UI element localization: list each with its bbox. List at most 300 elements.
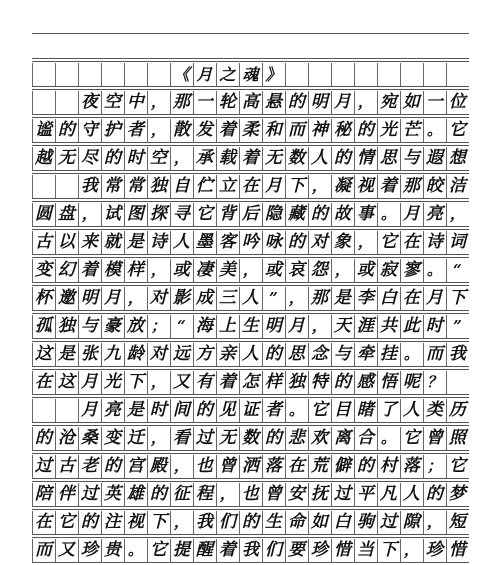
grid-divider: [423, 511, 424, 534]
grid-character: ，: [242, 261, 258, 279]
grid-divider: [55, 371, 56, 394]
grid-divider: [170, 539, 171, 562]
grid-rule: [32, 509, 469, 510]
grid-divider: [124, 147, 125, 170]
essay-grid-paper: [32, 0, 469, 565]
grid-divider: [331, 119, 332, 142]
grid-divider: [170, 91, 171, 114]
grid-divider: [55, 63, 56, 86]
grid-rule: [32, 86, 469, 87]
grid-divider: [285, 455, 286, 478]
grid-character: 悟: [379, 372, 397, 392]
grid-character: 的: [356, 120, 374, 140]
title-row: [32, 63, 469, 86]
grid-character: 之: [219, 64, 236, 84]
grid-character: 下: [448, 288, 466, 308]
grid-divider: [285, 539, 286, 562]
grid-divider: [400, 539, 401, 562]
grid-character: 立: [218, 176, 236, 196]
grid-character: 有: [195, 372, 213, 392]
grid-divider: [446, 315, 447, 338]
grid-divider: [377, 343, 378, 366]
grid-divider: [285, 203, 286, 226]
grid-rule: [32, 422, 469, 423]
grid-divider: [446, 203, 447, 226]
grid-character: 影: [172, 288, 190, 308]
grid-character: 醒: [195, 540, 213, 560]
grid-character: ，: [449, 205, 465, 223]
grid-divider: [331, 315, 332, 338]
grid-character: 它: [448, 456, 466, 476]
text-row: [32, 315, 469, 338]
grid-character: 在: [402, 232, 420, 252]
grid-character: 与: [80, 316, 98, 336]
grid-character: 而: [34, 540, 52, 560]
grid-divider: [147, 91, 148, 114]
grid-character: 诗: [425, 232, 443, 252]
grid-divider: [308, 287, 309, 310]
grid-divider: [377, 91, 378, 114]
grid-character: 见: [218, 400, 236, 420]
grid-character: 的: [356, 456, 374, 476]
grid-divider: [446, 119, 447, 142]
grid-divider: [124, 371, 125, 394]
grid-divider: [354, 371, 355, 394]
grid-divider: [32, 315, 33, 338]
grid-divider: [101, 315, 102, 338]
grid-divider: [147, 231, 148, 254]
grid-divider: [446, 175, 447, 198]
grid-character: 邀: [57, 288, 75, 308]
grid-divider: [101, 371, 102, 394]
grid-character: 柔: [241, 120, 259, 140]
grid-divider: [193, 315, 194, 338]
grid-divider: [55, 259, 56, 282]
grid-character: 轮: [218, 92, 236, 112]
grid-divider: [78, 427, 79, 450]
grid-divider: [285, 147, 286, 170]
text-row: [32, 119, 469, 142]
grid-divider: [170, 371, 171, 394]
grid-character: ？: [426, 373, 442, 391]
grid-character: [32, 175, 55, 198]
grid-divider: [377, 511, 378, 534]
grid-character: ，: [403, 541, 419, 559]
grid-divider: [101, 287, 102, 310]
grid-divider: [239, 287, 240, 310]
grid-divider: [354, 231, 355, 254]
grid-character: 是: [57, 344, 75, 364]
grid-divider: [78, 539, 79, 562]
grid-character: 而: [287, 120, 305, 140]
grid-character: 吟: [241, 232, 259, 252]
grid-rule: [32, 397, 469, 398]
grid-character: 是: [126, 232, 144, 252]
grid-character: 的: [333, 148, 351, 168]
grid-character: 驹: [356, 512, 374, 532]
grid-character: 伫: [195, 176, 213, 196]
grid-divider: [377, 315, 378, 338]
grid-character: [32, 63, 55, 86]
grid-character: 寻: [172, 204, 190, 224]
grid-divider: [147, 287, 148, 310]
grid-divider: [239, 427, 240, 450]
grid-character: 的: [333, 372, 351, 392]
grid-character: 人: [402, 484, 420, 504]
grid-character: 时: [149, 400, 167, 420]
grid-character: 古: [34, 232, 52, 252]
grid-character: 尽: [80, 148, 98, 168]
grid-divider: [446, 91, 447, 114]
grid-divider: [377, 287, 378, 310]
grid-character: [101, 63, 124, 86]
grid-divider: [308, 63, 309, 86]
grid-character: 此: [402, 316, 420, 336]
grid-divider: [55, 455, 56, 478]
grid-divider: [308, 175, 309, 198]
grid-character: “: [177, 317, 186, 335]
grid-divider: [32, 539, 33, 562]
grid-divider: [147, 399, 148, 422]
grid-divider: [308, 483, 309, 506]
grid-character: 过: [379, 512, 397, 532]
grid-character: 的: [34, 428, 52, 448]
grid-character: 成: [195, 288, 213, 308]
grid-character: 下: [126, 372, 144, 392]
grid-divider: [216, 175, 217, 198]
grid-character: ，: [173, 513, 189, 531]
grid-character: 在: [402, 288, 420, 308]
grid-rule: [32, 89, 469, 90]
grid-character: 僻: [333, 456, 351, 476]
grid-divider: [124, 483, 125, 506]
grid-divider: [400, 483, 401, 506]
grid-divider: [78, 203, 79, 226]
grid-divider: [239, 455, 240, 478]
grid-character: 那: [402, 176, 420, 196]
grid-divider: [262, 427, 263, 450]
grid-divider: [55, 119, 56, 142]
grid-character: 数: [241, 428, 259, 448]
grid-character: 珍: [80, 540, 98, 560]
grid-divider: [285, 91, 286, 114]
grid-character: 挂: [379, 344, 397, 364]
grid-divider: [216, 343, 217, 366]
grid-character: 无: [57, 148, 75, 168]
grid-divider: [400, 203, 401, 226]
grid-rule: [32, 173, 469, 174]
grid-character: 故: [333, 204, 351, 224]
grid-character: 它: [195, 204, 213, 224]
grid-rule: [32, 313, 469, 314]
grid-divider: [308, 119, 309, 142]
grid-character: ，: [127, 289, 143, 307]
text-row: [32, 343, 469, 366]
grid-divider: [377, 259, 378, 282]
grid-character: 它: [402, 428, 420, 448]
grid-divider: [354, 175, 355, 198]
grid-character: 睹: [356, 400, 374, 420]
grid-divider: [170, 231, 171, 254]
text-row: [32, 427, 469, 450]
grid-divider: [170, 175, 171, 198]
grid-divider: [331, 399, 332, 422]
grid-divider: [331, 427, 332, 450]
grid-divider: [262, 315, 263, 338]
grid-divider: [377, 203, 378, 226]
grid-character: [124, 63, 147, 86]
grid-character: ，: [150, 261, 166, 279]
grid-character: 它: [379, 232, 397, 252]
grid-character: 着: [241, 148, 259, 168]
grid-divider: [170, 455, 171, 478]
grid-divider: [354, 259, 355, 282]
grid-divider: [32, 63, 33, 86]
grid-divider: [285, 287, 286, 310]
grid-character: ，: [150, 429, 166, 447]
grid-divider: [354, 315, 355, 338]
grid-divider: [78, 287, 79, 310]
grid-divider: [216, 539, 217, 562]
grid-divider: [193, 175, 194, 198]
grid-divider: [354, 539, 355, 562]
grid-divider: [193, 259, 194, 282]
grid-divider: [101, 483, 102, 506]
grid-character: 中: [126, 92, 144, 112]
grid-divider: [101, 203, 102, 226]
grid-character: 这: [34, 344, 52, 364]
grid-divider: [423, 343, 424, 366]
grid-character: 怨: [310, 260, 328, 280]
grid-divider: [147, 371, 148, 394]
grid-character: 咏: [264, 232, 282, 252]
grid-divider: [147, 119, 148, 142]
grid-divider: [32, 343, 33, 366]
grid-divider: [55, 147, 56, 170]
grid-divider: [216, 259, 217, 282]
grid-divider: [193, 147, 194, 170]
grid-divider: [308, 203, 309, 226]
grid-character: 九: [103, 344, 121, 364]
grid-character: 亮: [425, 204, 443, 224]
grid-divider: [400, 91, 401, 114]
grid-divider: [101, 231, 102, 254]
grid-divider: [423, 63, 424, 86]
grid-character: 村: [379, 456, 397, 476]
grid-divider: [262, 231, 263, 254]
grid-character: 谧: [34, 120, 52, 140]
grid-divider: [124, 91, 125, 114]
text-row: [32, 399, 469, 422]
grid-divider: [239, 371, 240, 394]
grid-divider: [124, 343, 125, 366]
grid-divider: [32, 455, 33, 478]
grid-character: 词: [448, 232, 466, 252]
grid-character: 生: [264, 512, 282, 532]
grid-divider: [262, 63, 263, 86]
grid-character: ，: [357, 233, 373, 251]
grid-divider: [239, 483, 240, 506]
grid-character: 抚: [310, 484, 328, 504]
grid-character: 月: [425, 288, 443, 308]
grid-divider: [423, 483, 424, 506]
grid-character: 墨: [195, 232, 213, 252]
grid-character: 是: [333, 288, 351, 308]
grid-divider: [377, 539, 378, 562]
grid-divider: [124, 315, 125, 338]
grid-rule: [32, 534, 469, 535]
grid-character: 洒: [241, 456, 259, 476]
grid-divider: [262, 511, 263, 534]
grid-rule: [32, 33, 469, 34]
grid-divider: [193, 287, 194, 310]
grid-character: 无: [264, 148, 282, 168]
grid-character: 提: [172, 540, 190, 560]
grid-character: 无: [218, 428, 236, 448]
grid-character: 合: [356, 428, 374, 448]
grid-character: 月: [80, 400, 98, 420]
grid-character: 光: [379, 120, 397, 140]
grid-divider: [124, 511, 125, 534]
grid-rule: [32, 425, 469, 426]
grid-divider: [78, 91, 79, 114]
grid-divider: [101, 539, 102, 562]
grid-character: 在: [287, 456, 305, 476]
grid-divider: [377, 231, 378, 254]
grid-divider: [170, 119, 171, 142]
grid-divider: [239, 91, 240, 114]
grid-rule: [32, 229, 469, 230]
grid-divider: [239, 203, 240, 226]
grid-character: 呢: [402, 372, 420, 392]
grid-character: 情: [356, 148, 374, 168]
grid-character: 的: [241, 512, 259, 532]
grid-character: 着: [218, 120, 236, 140]
grid-character: 落: [264, 456, 282, 476]
grid-character: ，: [173, 457, 189, 475]
grid-divider: [55, 231, 56, 254]
grid-character: 凝: [333, 176, 351, 196]
grid-character: [55, 91, 78, 114]
grid-character: 客: [218, 232, 236, 252]
grid-character: 常: [103, 176, 121, 196]
grid-divider: [101, 119, 102, 142]
grid-divider: [423, 119, 424, 142]
grid-character: 明: [80, 288, 98, 308]
grid-rule: [32, 257, 469, 258]
grid-character: 样: [126, 260, 144, 280]
grid-character: 圆: [34, 204, 52, 224]
grid-character: 着: [379, 176, 397, 196]
grid-character: 怎: [241, 372, 259, 392]
grid-divider: [331, 287, 332, 310]
grid-character: 或: [172, 260, 190, 280]
grid-character: 变: [103, 428, 121, 448]
grid-character: 的: [103, 456, 121, 476]
grid-character: 牵: [356, 344, 374, 364]
grid-character: 三: [218, 288, 236, 308]
grid-divider: [331, 455, 332, 478]
grid-divider: [308, 91, 309, 114]
grid-divider: [446, 231, 447, 254]
grid-character: 数: [287, 148, 305, 168]
grid-divider: [354, 343, 355, 366]
grid-character: 又: [172, 372, 190, 392]
grid-character: 变: [34, 260, 52, 280]
grid-divider: [331, 511, 332, 534]
grid-divider: [147, 343, 148, 366]
grid-character: 。: [380, 429, 396, 447]
grid-divider: [216, 91, 217, 114]
grid-divider: [193, 231, 194, 254]
grid-character: 月: [287, 316, 305, 336]
grid-divider: [262, 119, 263, 142]
text-row: [32, 203, 469, 226]
grid-character: 。: [426, 261, 442, 279]
grid-divider: [147, 203, 148, 226]
grid-divider: [101, 427, 102, 450]
grid-divider: [193, 427, 194, 450]
text-row: [32, 287, 469, 310]
grid-rule: [32, 61, 469, 62]
grid-divider: [78, 259, 79, 282]
grid-character: 也: [241, 484, 259, 504]
grid-character: 诗: [149, 232, 167, 252]
grid-character: 它: [448, 120, 466, 140]
grid-divider: [423, 203, 424, 226]
grid-character: 们: [264, 540, 282, 560]
grid-divider: [262, 91, 263, 114]
grid-character: 。: [403, 345, 419, 363]
grid-rule: [32, 341, 469, 342]
grid-character: 遐: [425, 148, 443, 168]
grid-divider: [239, 343, 240, 366]
grid-character: [32, 91, 55, 114]
grid-character: 思: [379, 148, 397, 168]
grid-divider: [124, 119, 125, 142]
grid-character: 命: [287, 512, 305, 532]
text-row: [32, 91, 469, 114]
grid-divider: [377, 175, 378, 198]
grid-rule: [32, 254, 469, 255]
grid-character: 珍: [425, 540, 443, 560]
grid-divider: [170, 63, 171, 86]
grid-character: 方: [195, 344, 213, 364]
grid-rule: [32, 366, 469, 367]
grid-divider: [377, 63, 378, 86]
grid-divider: [285, 427, 286, 450]
grid-divider: [446, 147, 447, 170]
grid-character: 李: [356, 288, 374, 308]
grid-character: 程: [195, 484, 213, 504]
grid-character: 夜: [80, 92, 98, 112]
grid-character: ”: [453, 317, 462, 335]
grid-divider: [262, 203, 263, 226]
grid-character: 又: [57, 540, 75, 560]
grid-divider: [400, 175, 401, 198]
grid-character: 生: [241, 316, 259, 336]
grid-divider: [170, 315, 171, 338]
grid-character: 承: [195, 148, 213, 168]
grid-rule: [32, 201, 469, 202]
grid-rule: [32, 117, 469, 118]
grid-character: ；: [426, 457, 442, 475]
grid-divider: [285, 175, 286, 198]
grid-divider: [239, 511, 240, 534]
grid-divider: [354, 91, 355, 114]
grid-character: 人: [402, 400, 420, 420]
grid-character: [55, 175, 78, 198]
